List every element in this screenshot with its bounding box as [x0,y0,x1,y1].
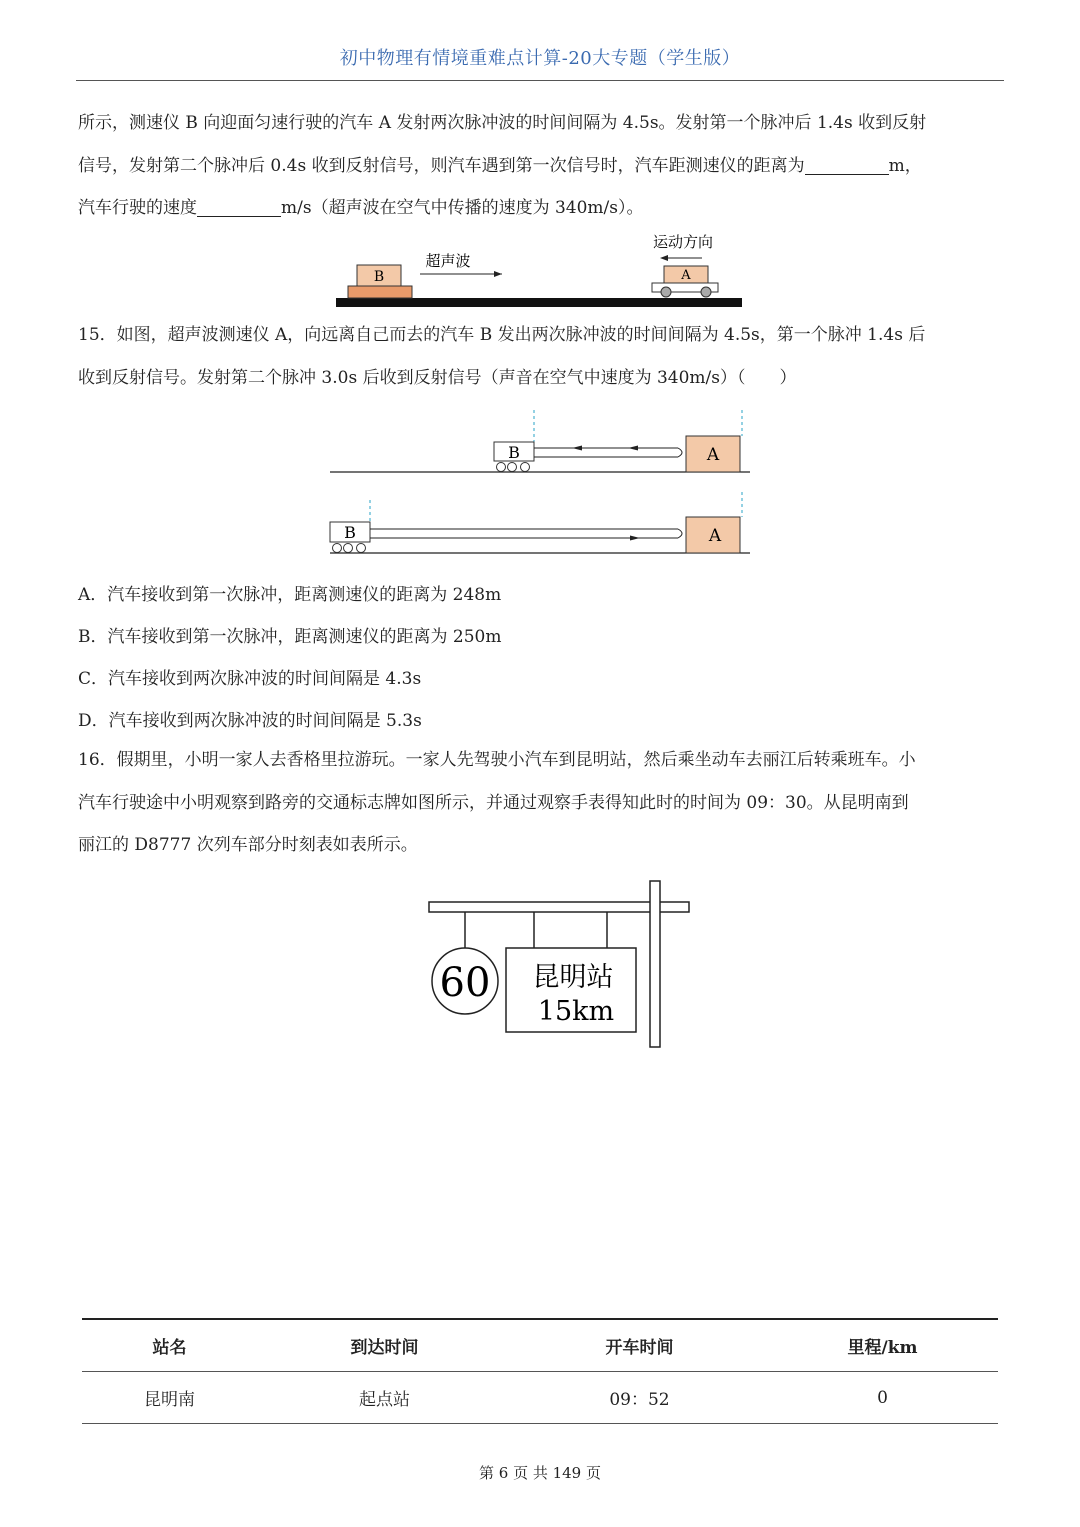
car-b-wheel-3-bottom [357,544,366,553]
pulse-loop-top [678,448,682,457]
direction-arrowhead [660,255,668,261]
q14-line-3-text: 汽车行驶的速度 [78,198,197,218]
cell-station: 昆明南 [144,1390,195,1410]
timetable-bottom-rule [82,1423,998,1424]
direction-label: 运动方向 [652,233,714,251]
q15-option-a[interactable]: A．汽车接收到第一次脉冲，距离测速仪的距离为 248m [78,585,502,605]
q14-line-3 [78,187,1008,230]
q14-line-2 [78,145,1008,188]
q15-text [78,314,1008,399]
q14-text [78,102,1008,230]
wave-label: 超声波 [425,252,471,270]
pulse-loop-bottom [678,529,682,538]
q16-line-3: 丽江的 D8777 次列车部分时刻表如表所示。 [78,835,418,855]
car-b-label-top: B [508,443,520,462]
q15-figure-top [330,410,750,472]
timetable-header-station: 站名 [152,1338,187,1358]
q14-answer-blank-speed[interactable] [197,196,281,217]
q15-option-b[interactable]: B．汽车接收到第一次脉冲，距离测速仪的距离为 250m [78,627,502,647]
q15-figure [328,406,756,558]
table-row [82,1371,998,1423]
car-b-wheel-2-top [508,463,517,472]
page-footer: 第 6 页 共 149 页 [478,1464,601,1482]
car-b-label-bottom: B [344,523,356,542]
wave-arrowhead [494,271,502,277]
speed-limit-value: 60 [439,960,491,1006]
pulse-arrow-bottom [630,536,640,541]
page-header-title: 初中物理有情境重难点计算-20大专题（学生版） [339,48,741,69]
q14-line-2-unit: m， [888,155,922,176]
q14-line-1: 所示，测速仪 B 向迎面匀速行驶的汽车 A 发射两次脉冲波的时间间隔为 4.5s。发射第一个脉冲后 1.4s 收到反射 [78,113,927,133]
q14-answer-blank-distance[interactable] [805,154,889,175]
meter-a-label-top: A [706,445,720,465]
q15-line-2: 收到反射信号。发射第二个脉冲 3.0s 后收到反射信号（声音在空气中速度为 340m/s）（ ） [78,367,797,388]
timetable-header-mileage: 里程/km [847,1338,918,1358]
meter-b-label: B [373,269,385,285]
car-a-label: A [681,268,691,283]
car-b-wheel-1-top [497,463,506,472]
car-a-wheel-left [661,287,671,297]
q15-option-d[interactable]: D．汽车接收到两次脉冲波的时间间隔是 5.3s [78,711,422,731]
car-b-wheel-1-bottom [333,544,342,553]
cell-mileage: 0 [877,1387,888,1408]
road-surface [336,298,742,307]
q15-option-c[interactable]: C．汽车接收到两次脉冲波的时间间隔是 4.3s [78,669,422,689]
car-b-wheel-3-top [521,463,530,472]
station-name: 昆明站 [532,962,614,993]
timetable-header-departure: 开车时间 [605,1338,674,1358]
q15-figure-bottom [330,492,750,553]
cell-departure: 09：52 [609,1390,670,1410]
q14-figure [330,228,750,312]
pulse-arrow-2-top [628,446,638,451]
header-divider [76,80,1004,81]
pulse-arrow-1-top [572,446,582,451]
sign-post [650,881,660,1047]
q14-line-3-rest: m/s（超声波在空气中传播的速度为 340m/s）。 [281,198,644,218]
q15-line-1: 15．如图，超声波测速仪 A，向远离自己而去的汽车 B 发出两次脉冲波的时间间隔为 4.5s，第一个脉冲 1.4s 后 [78,325,926,345]
timetable-header-arrival: 到达时间 [350,1338,419,1358]
q16-line-2: 汽车行驶途中小明观察到路旁的交通标志牌如图所示，并通过观察手表得知此时的时间为 09：30。从昆明南到 [78,792,909,813]
cell-arrival: 起点站 [359,1390,410,1410]
station-distance: 15km [537,996,615,1027]
q16-text [78,739,1008,867]
meter-a-label-bottom: A [708,526,722,546]
traffic-sign-figure [428,878,692,1050]
car-b-wheel-2-bottom [344,544,353,553]
timetable-header-row [82,1318,998,1371]
car-a-wheel-right [701,287,711,297]
train-timetable [82,1318,998,1424]
meter-b-base [348,286,412,298]
q14-line-2-text: 信号，发射第二个脉冲后 0.4s 收到反射信号，则汽车遇到第一次信号时，汽车距测速仪的距离为 [78,155,805,176]
q16-line-1: 16．假期里，小明一家人去香格里拉游玩。一家人先驾驶小汽车到昆明站，然后乘坐动车去丽江后转乘班车。小 [78,750,916,770]
